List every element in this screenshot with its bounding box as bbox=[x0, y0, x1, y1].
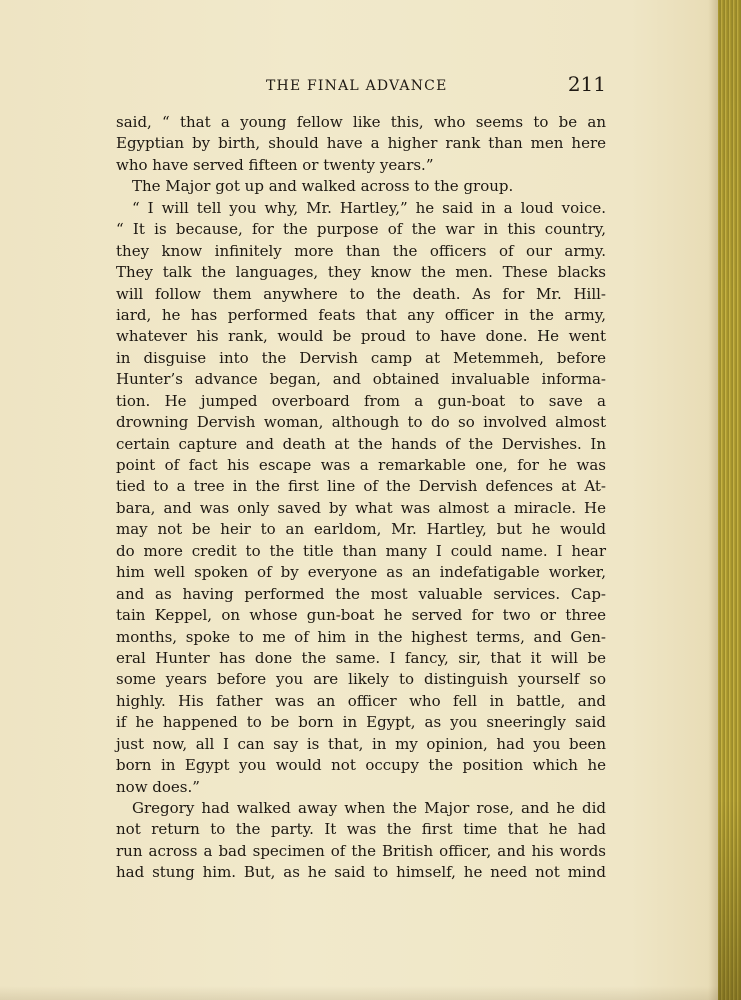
book-fore-edge bbox=[718, 0, 741, 1000]
text-line: they know infinitely more than the officers of our army. bbox=[116, 241, 606, 260]
text-line: certain capture and death at the hands of the Dervishes. In bbox=[116, 434, 606, 453]
text-line: not return to the party. It was the first time that he had bbox=[116, 820, 606, 839]
text-line: “ I will tell you why, Mr. Hartley,” he said in a loud voice. bbox=[132, 198, 606, 217]
text-line: “ It is because, for the purpose of the war in this country, bbox=[116, 220, 606, 239]
text-line: run across a bad specimen of the British officer, and his words bbox=[116, 841, 606, 860]
text-line: will follow them anywhere to the death. As for Mr. Hill- bbox=[116, 284, 606, 303]
page-header bbox=[116, 72, 606, 100]
page-bottom-shade bbox=[0, 986, 718, 1000]
text-line: him well spoken of by everyone as an indefatigable worker, bbox=[116, 563, 606, 582]
text-line: and as having performed the most valuable services. Cap- bbox=[116, 584, 606, 603]
text-line: who have served fifteen or twenty years.” bbox=[116, 155, 434, 174]
text-line: drowning Dervish woman, although to do so involved almost bbox=[116, 413, 606, 432]
text-line: had stung him. But, as he said to himself, he need not mind bbox=[116, 863, 606, 882]
text-line: may not be heir to an earldom, Mr. Hartley, but he would bbox=[116, 520, 606, 539]
page-edge-shadow bbox=[708, 0, 718, 1000]
text-line: months, spoke to me of him in the highest terms, and Gen- bbox=[116, 627, 606, 646]
text-line: point of fact his escape was a remarkable one, for he was bbox=[116, 456, 606, 474]
text-line: Egyptian by birth, should have a higher rank than men here bbox=[116, 134, 606, 153]
text-line: tion. He jumped overboard from a gun-boat to save a bbox=[116, 391, 606, 410]
text-line: born in Egypt you would not occupy the position which he bbox=[116, 756, 606, 775]
text-line: The Major got up and walked across to the group. bbox=[132, 177, 514, 196]
text-line: eral Hunter has done the same. I fancy, sir, that it will be bbox=[116, 648, 606, 667]
text-line: Hunter’s advance began, and obtained invaluable informa- bbox=[116, 370, 606, 389]
body-text bbox=[116, 112, 606, 884]
text-line: do more credit to the title than many I could name. I hear bbox=[116, 541, 606, 560]
text-line: They talk the languages, they know the men. These blacks bbox=[116, 263, 606, 282]
page-number: 211 bbox=[567, 72, 606, 96]
text-line: iard, he has performed feats that any officer in the army, bbox=[116, 305, 606, 324]
text-line: if he happened to be born in Egypt, as you sneeringly said bbox=[116, 713, 606, 732]
text-line: Gregory had walked away when the Major rose, and he did bbox=[132, 799, 606, 817]
text-line: now does.” bbox=[116, 777, 200, 796]
text-line: whatever his rank, would be proud to have done. He went bbox=[116, 327, 606, 346]
text-line: some years before you are likely to distinguish yourself so bbox=[116, 670, 606, 689]
text-line: tain Keppel, on whose gun-boat he served for two or three bbox=[116, 606, 606, 625]
text-line: highly. His father was an officer who fell in battle, and bbox=[116, 691, 606, 710]
text-line: said, “ that a young fellow like this, who seems to be an bbox=[116, 113, 606, 131]
text-line: just now, all I can say is that, in my opinion, had you been bbox=[116, 734, 606, 753]
text-line: tied to a tree in the first line of the Dervish defences at At- bbox=[116, 477, 606, 496]
text-line: in disguise into the Dervish camp at Metemmeh, before bbox=[116, 348, 606, 367]
running-head: THE FINAL ADVANCE bbox=[266, 78, 448, 94]
text-line: bara, and was only saved by what was almost a miracle. He bbox=[116, 498, 606, 517]
